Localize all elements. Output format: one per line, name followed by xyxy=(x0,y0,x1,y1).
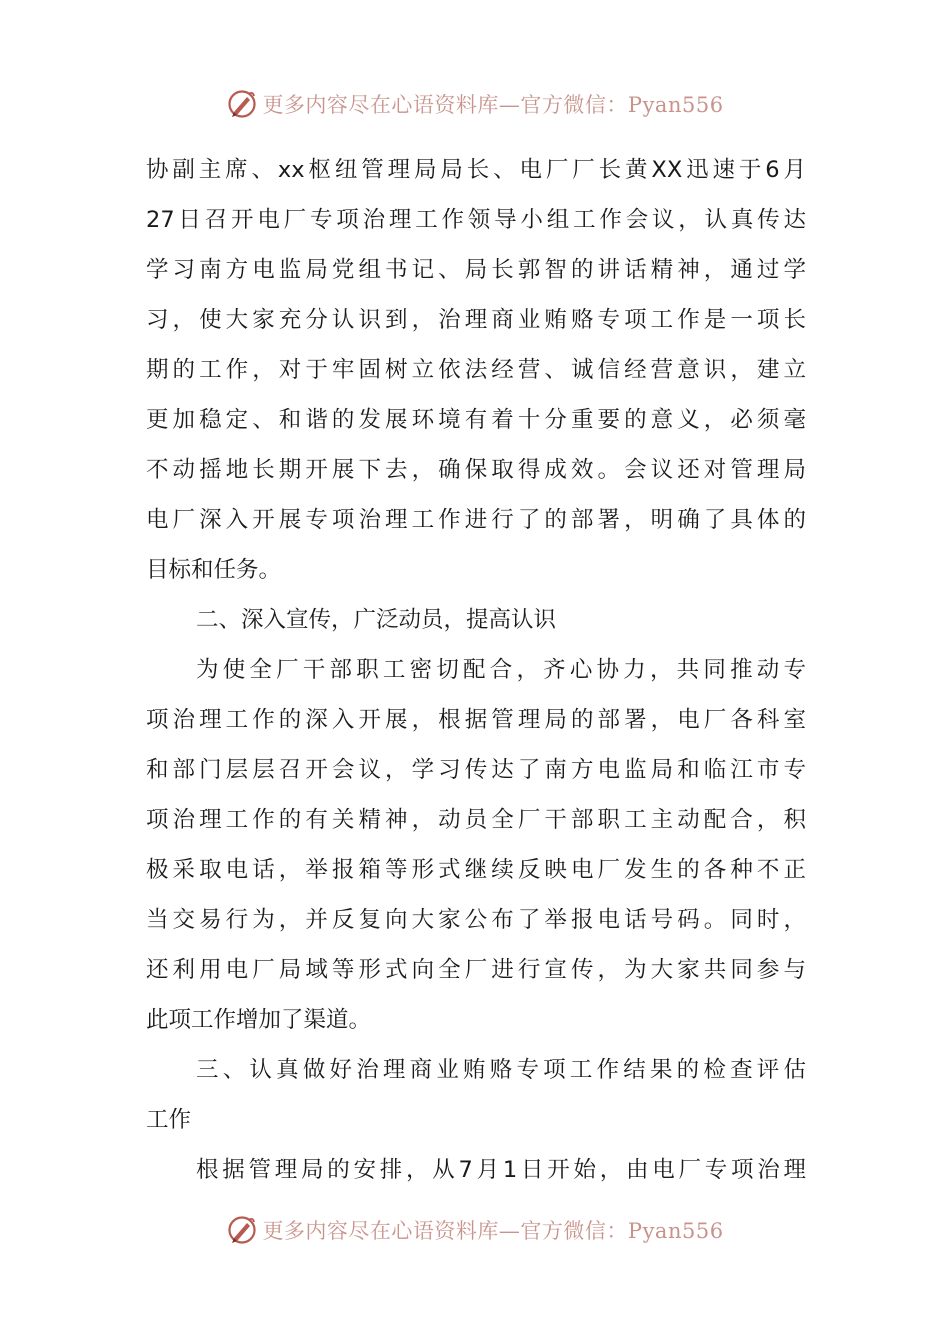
text-line: 为使全厂干部职工密切配合，齐心协力，共同推动专 xyxy=(196,657,806,683)
text-line: 学习南方电监局党组书记、局长郭智的讲话精神，通过学 xyxy=(146,257,806,283)
section-heading-3-cont: 工作 xyxy=(146,1107,192,1133)
text-line: 项治理工作的深入开展，根据管理局的部署，电厂各科室 xyxy=(146,707,806,733)
text-line: 27日召开电厂专项治理工作领导小组工作会议，认真传达 xyxy=(146,207,806,233)
text-line: 根据管理局的安排，从7月1日开始，由电厂专项治理 xyxy=(196,1157,806,1183)
text-line: 当交易行为，并反复向大家公布了举报电话号码。同时， xyxy=(146,907,806,933)
text-line: 电厂深入开展专项治理工作进行了的部署，明确了具体的 xyxy=(146,507,806,533)
section-heading-3: 三、认真做好治理商业贿赂专项工作结果的检查评估 xyxy=(196,1057,806,1083)
text-line: 目标和任务。 xyxy=(146,557,282,583)
text-line: 更加稳定、和谐的发展环境有着十分重要的意义，必须毫 xyxy=(146,407,806,433)
text-line: 还利用电厂局域等形式向全厂进行宣传，为大家共同参与 xyxy=(146,957,806,983)
pen-circle-logo-icon xyxy=(226,1214,258,1246)
section-heading-2: 二、深入宣传，广泛动员，提高认识 xyxy=(196,607,557,633)
document-body xyxy=(146,145,806,1195)
text-line: 期的工作，对于牢固树立依法经营、诚信经营意识，建立 xyxy=(146,357,806,383)
text-line: 项治理工作的有关精神，动员全厂干部职工主动配合，积 xyxy=(146,807,806,833)
text-line: 不动摇地长期开展下去，确保取得成效。会议还对管理局 xyxy=(146,457,806,483)
pen-circle-logo-icon xyxy=(226,88,258,120)
watermark-footer xyxy=(0,1210,950,1250)
text-line: 极采取电话，举报箱等形式继续反映电厂发生的各种不正 xyxy=(146,857,806,883)
watermark-header xyxy=(0,84,950,124)
text-line: 习，使大家充分认识到，治理商业贿赂专项工作是一项长 xyxy=(146,307,806,333)
watermark-text: 更多内容尽在心语资料库—官方微信：Pyan556 xyxy=(262,1219,724,1243)
watermark-text: 更多内容尽在心语资料库—官方微信：Pyan556 xyxy=(262,93,724,117)
text-line: 此项工作增加了渠道。 xyxy=(146,1007,372,1033)
text-line: 和部门层层召开会议，学习传达了南方电监局和临江市专 xyxy=(146,757,806,783)
text-line: 协副主席、xx枢纽管理局局长、电厂厂长黄XX迅速于6月 xyxy=(146,157,806,183)
